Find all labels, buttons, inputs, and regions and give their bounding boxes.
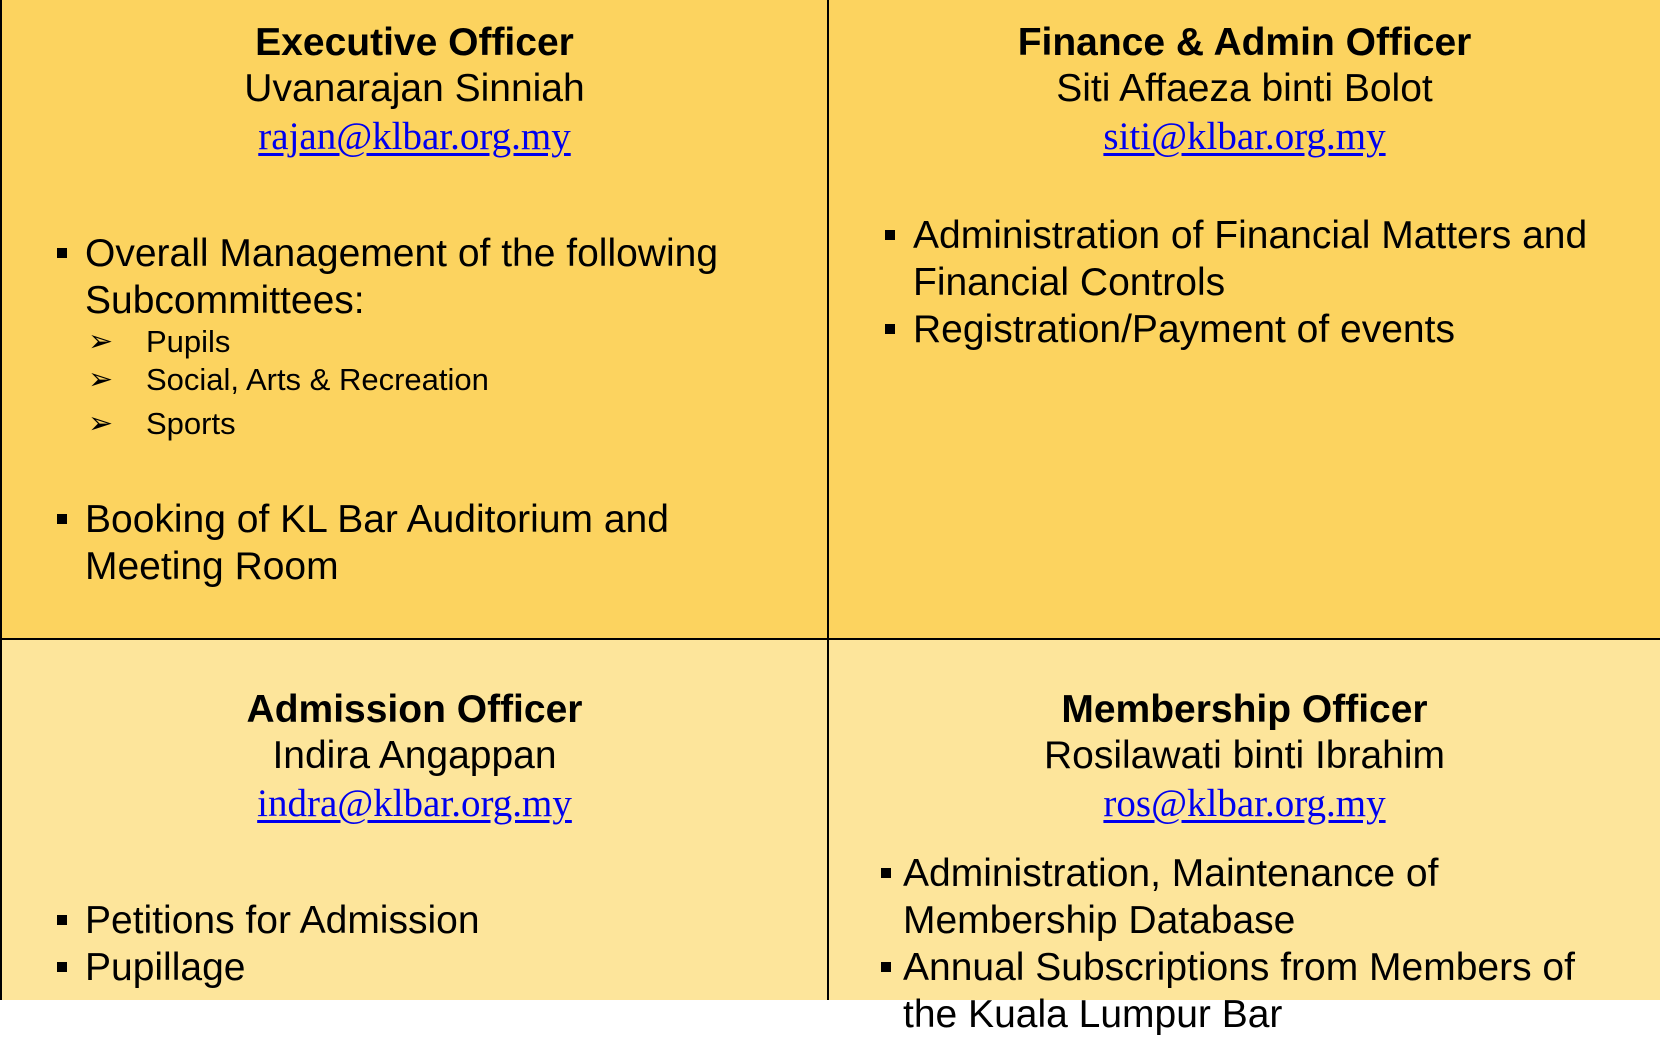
admission-officer-header	[2, 687, 827, 829]
duty-line: Administration of Financial Matters and	[913, 214, 1588, 257]
finance-officer-header	[829, 20, 1660, 162]
duty-line: Meeting Room	[85, 545, 339, 588]
duty-line: Booking of KL Bar Auditorium and	[85, 498, 669, 541]
duty-line: Pupillage	[85, 946, 246, 989]
duty-line: Financial Controls	[913, 261, 1226, 304]
admission-duties-list	[57, 897, 480, 991]
duty-line: Overall Management of the following	[85, 232, 719, 275]
duty-line: Administration, Maintenance of	[903, 852, 1439, 895]
executive-duties-list-2	[57, 496, 669, 590]
square-bullet-icon	[885, 324, 895, 334]
finance-duties-list	[885, 212, 1587, 353]
admission-officer-cell	[0, 638, 829, 1000]
duty-line: the Kuala Lumpur Bar	[903, 993, 1283, 1036]
list-item	[885, 212, 1587, 306]
membership-officer-title: Membership Officer	[1061, 688, 1428, 731]
arrow-bullet-icon: ➢	[88, 362, 114, 397]
finance-officer-title: Finance & Admin Officer	[1017, 21, 1472, 64]
executive-officer-header	[2, 20, 827, 162]
arrow-bullet-icon: ➢	[88, 324, 114, 359]
membership-duties-list	[881, 850, 1575, 1038]
list-item	[57, 944, 480, 991]
square-bullet-icon	[57, 514, 67, 524]
list-item	[86, 361, 489, 399]
arrow-bullet-icon: ➢	[88, 406, 114, 441]
admission-officer-title: Admission Officer	[246, 688, 583, 731]
membership-officer-email-link[interactable]: ros@klbar.org.my	[1103, 782, 1386, 825]
executive-officer-title: Executive Officer	[255, 21, 574, 64]
list-item	[86, 323, 489, 361]
list-item	[885, 306, 1587, 353]
executive-officer-name: Uvanarajan Sinniah	[244, 67, 585, 110]
list-item	[57, 230, 718, 324]
executive-officer-email-link[interactable]: rajan@klbar.org.my	[258, 115, 571, 158]
duty-line: Membership Database	[903, 899, 1296, 942]
list-item	[881, 944, 1575, 1038]
subcommittee-label: Social, Arts & Recreation	[146, 362, 489, 397]
membership-officer-cell	[827, 638, 1660, 1036]
list-item	[881, 850, 1575, 944]
square-bullet-icon	[57, 248, 67, 258]
duty-line: Subcommittees:	[85, 279, 365, 322]
list-item	[57, 897, 480, 944]
square-bullet-icon	[881, 868, 891, 878]
square-bullet-icon	[57, 962, 67, 972]
finance-officer-email-link[interactable]: siti@klbar.org.my	[1103, 115, 1386, 158]
finance-officer-name: Siti Affaeza binti Bolot	[1056, 67, 1433, 110]
duty-line: Annual Subscriptions from Members of	[903, 946, 1575, 989]
list-item	[86, 405, 489, 443]
list-item	[57, 496, 669, 590]
executive-officer-cell	[0, 0, 829, 640]
subcommittee-label: Pupils	[146, 324, 231, 359]
square-bullet-icon	[57, 915, 67, 925]
finance-officer-cell	[827, 0, 1660, 640]
executive-duties-list	[57, 230, 718, 324]
duty-line: Registration/Payment of events	[913, 308, 1455, 351]
admission-officer-email-link[interactable]: indra@klbar.org.my	[257, 782, 572, 825]
square-bullet-icon	[885, 230, 895, 240]
admission-officer-name: Indira Angappan	[272, 734, 557, 777]
duty-line: Petitions for Admission	[85, 899, 480, 942]
membership-officer-name: Rosilawati binti Ibrahim	[1044, 734, 1445, 777]
subcommittee-list	[86, 323, 489, 443]
square-bullet-icon	[881, 962, 891, 972]
membership-officer-header	[829, 687, 1660, 829]
subcommittee-label: Sports	[146, 406, 236, 441]
